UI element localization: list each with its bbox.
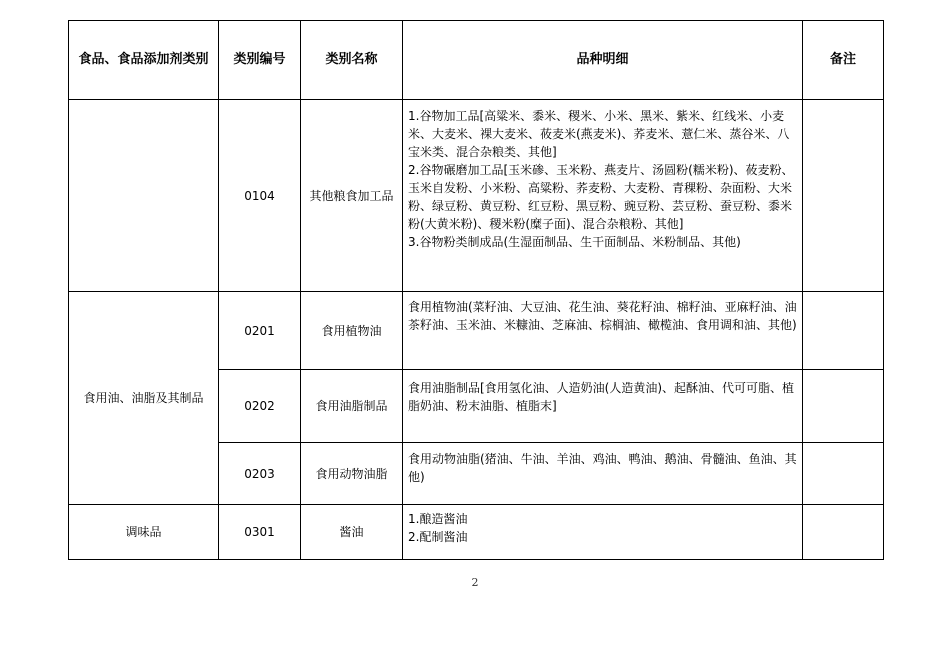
remarks-cell	[803, 505, 884, 560]
details-cell	[403, 505, 803, 560]
name-cell: 其他粮食加工品	[301, 100, 403, 292]
name-cell: 食用油脂制品	[301, 370, 403, 443]
name-cell: 食用植物油	[301, 292, 403, 370]
detail-line: 食用植物油(菜籽油、大豆油、花生油、葵花籽油、棉籽油、亚麻籽油、油茶籽油、玉米油、米糠油、芝麻油、棕榈油、橄榄油、食用调和油、其他)	[408, 300, 797, 332]
code-cell: 0202	[219, 370, 301, 443]
details-cell	[403, 370, 803, 443]
detail-line: 2.谷物碾磨加工品[玉米碜、玉米粉、燕麦片、汤圆粉(糯米粉)、莜麦粉、玉米自发粉、小米粉、高粱粉、荞麦粉、大麦粉、青稞粉、杂面粉、大米粉、绿豆粉、黄豆粉、红豆粉、黑豆粉、豌豆粉、芸豆粉、蚕豆粉、黍米粉(大黄米粉)、稷米粉(糜子面)、混合杂粮粉、其他]	[408, 163, 794, 231]
code-cell: 0104	[219, 100, 301, 292]
remarks-cell	[803, 292, 884, 370]
detail-line: 食用油脂制品[食用氢化油、人造奶油(人造黄油)、起酥油、代可可脂、植脂奶油、粉末油脂、植脂末]	[408, 381, 795, 413]
page-number: 2	[471, 576, 479, 589]
table-row	[69, 292, 884, 370]
remarks-cell	[803, 370, 884, 443]
header-food-category: 食品、食品添加剂类别	[69, 21, 219, 100]
category-cell	[69, 100, 219, 292]
detail-line: 3.谷物粉类制成品(生湿面制品、生干面制品、米粉制品、其他)	[408, 235, 741, 249]
details-cell	[403, 443, 803, 505]
remarks-cell	[803, 443, 884, 505]
code-cell: 0301	[219, 505, 301, 560]
name-cell: 食用动物油脂	[301, 443, 403, 505]
food-category-table	[68, 20, 884, 560]
detail-line: 食用动物油脂(猪油、牛油、羊油、鸡油、鸭油、鹅油、骨髓油、鱼油、其他)	[408, 452, 797, 484]
table-row	[69, 505, 884, 560]
detail-line: 1.谷物加工品[高粱米、黍米、稷米、小米、黑米、紫米、红线米、小麦米、大麦米、裸大麦米、莜麦米(燕麦米)、荞麦米、薏仁米、蒸谷米、八宝米类、混合杂粮类、其他]	[408, 109, 790, 159]
detail-line: 2.配制酱油	[408, 530, 468, 544]
detail-line: 1.酿造酱油	[408, 512, 468, 526]
header-details: 品种明细	[403, 21, 803, 100]
code-cell: 0201	[219, 292, 301, 370]
details-cell	[403, 292, 803, 370]
category-cell: 食用油、油脂及其制品	[69, 292, 219, 505]
header-row	[69, 21, 884, 100]
header-name: 类别名称	[301, 21, 403, 100]
header-remarks: 备注	[803, 21, 884, 100]
table-row	[69, 100, 884, 292]
code-cell: 0203	[219, 443, 301, 505]
details-cell	[403, 100, 803, 292]
category-cell: 调味品	[69, 505, 219, 560]
name-cell: 酱油	[301, 505, 403, 560]
remarks-cell	[803, 100, 884, 292]
header-code: 类别编号	[219, 21, 301, 100]
